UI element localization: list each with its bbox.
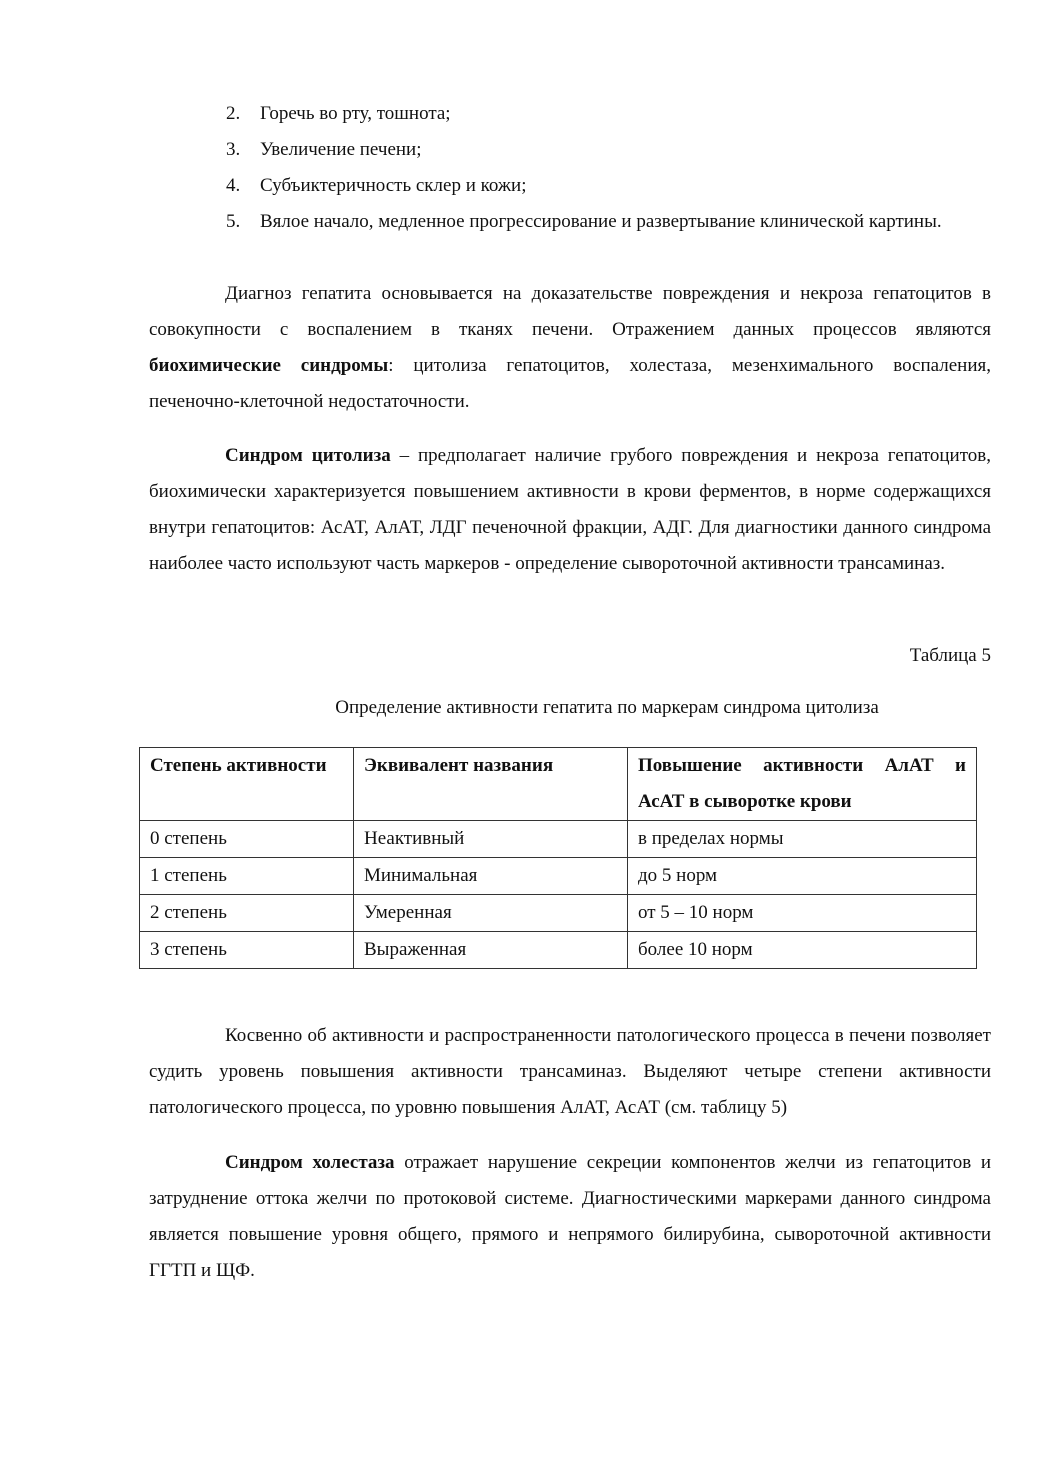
table-row [140, 821, 977, 858]
list-item-text: Вялое начало, медленное прогрессирование и развертывание клинической картины. [260, 211, 942, 232]
bold-term: биохимические синдромы [149, 355, 389, 376]
paragraph-transaminases [149, 1018, 991, 1126]
table-cell: Минимальная [354, 858, 628, 895]
activity-table [139, 747, 977, 969]
table-cell: в пределах нормы [628, 821, 977, 858]
table-cell: 3 степень [140, 932, 354, 969]
list-item [226, 132, 992, 168]
table-number-label: Таблица 5 [909, 645, 991, 666]
list-item [226, 204, 992, 240]
list-item-number: 4. [226, 175, 241, 196]
table-header-cell: Повышение активности АлАТ и АсАТ в сыворотке крови [628, 748, 977, 821]
bold-term: Синдром холестаза [225, 1152, 395, 1173]
paragraph-cytolysis [149, 438, 991, 582]
table-cell: 0 степень [140, 821, 354, 858]
table-cell: Неактивный [354, 821, 628, 858]
table-cell: 1 степень [140, 858, 354, 895]
paragraph-cholestasis [149, 1145, 991, 1289]
table-row [140, 932, 977, 969]
list-item [226, 168, 992, 204]
list-item-number: 5. [226, 211, 241, 232]
bold-term: Синдром цитолиза [225, 445, 391, 466]
table-header-row [140, 748, 977, 821]
list-item-text: Субъиктеричность склер и кожи; [260, 175, 527, 196]
list-item [226, 96, 992, 132]
table-cell: Умеренная [354, 895, 628, 932]
paragraph-text: – предполагает наличие грубого повреждения и некроза гепатоцитов, биохимически характеризуется повышением активности в крови ферментов, в норме содержащихся внутри гепатоцитов: АсАТ, АлАТ, ЛДГ печеночной фракции, АДГ. Для диагностики данного синдрома наиболее часто используют часть маркеров - определение сывороточной активности трансаминаз. [149, 445, 992, 574]
symptom-list [226, 96, 992, 240]
table-header-cell: Эквивалент названия [354, 748, 628, 821]
table-header-cell: Степень активности [140, 748, 354, 821]
paragraph-text: : цитолиза гепатоцитов, холестаза, мезенхимального воспаления, печеночно-клеточной недостаточности. [149, 355, 992, 412]
table-title: Определение активности гепатита по маркерам синдрома цитолиза [335, 697, 879, 718]
table-cell: более 10 норм [628, 932, 977, 969]
paragraph-diagnosis [149, 276, 991, 420]
paragraph-text: отражает нарушение секреции компонентов желчи из гепатоцитов и затруднение оттока желчи по протоковой системе. Диагностическими маркерами данного синдрома является повышение уровня общего, прямого и непрямого билирубина, сывороточной активности ГГТП и ЩФ. [149, 1152, 992, 1281]
paragraph-text: Диагноз гепатита основывается на доказательстве повреждения и некроза гепатоцитов в совокупности с воспалением в тканях печени. Отражением данных процессов являются [149, 283, 991, 340]
table-cell: 2 степень [140, 895, 354, 932]
paragraph-text: Косвенно об активности и распространенности патологического процесса в печени позволяет судить уровень повышения активности трансаминаз. Выделяют четыре степени активности патологического процесса, по уровню повышения АлАТ, АсАТ (см. таблицу 5) [149, 1025, 991, 1118]
list-item-text: Горечь во рту, тошнота; [260, 103, 451, 124]
list-item-number: 2. [226, 103, 241, 124]
list-item-text: Увеличение печени; [260, 139, 422, 160]
table-row [140, 895, 977, 932]
table-row [140, 858, 977, 895]
table-cell: от 5 – 10 норм [628, 895, 977, 932]
list-item-number: 3. [226, 139, 241, 160]
table-cell: до 5 норм [628, 858, 977, 895]
table-cell: Выраженная [354, 932, 628, 969]
